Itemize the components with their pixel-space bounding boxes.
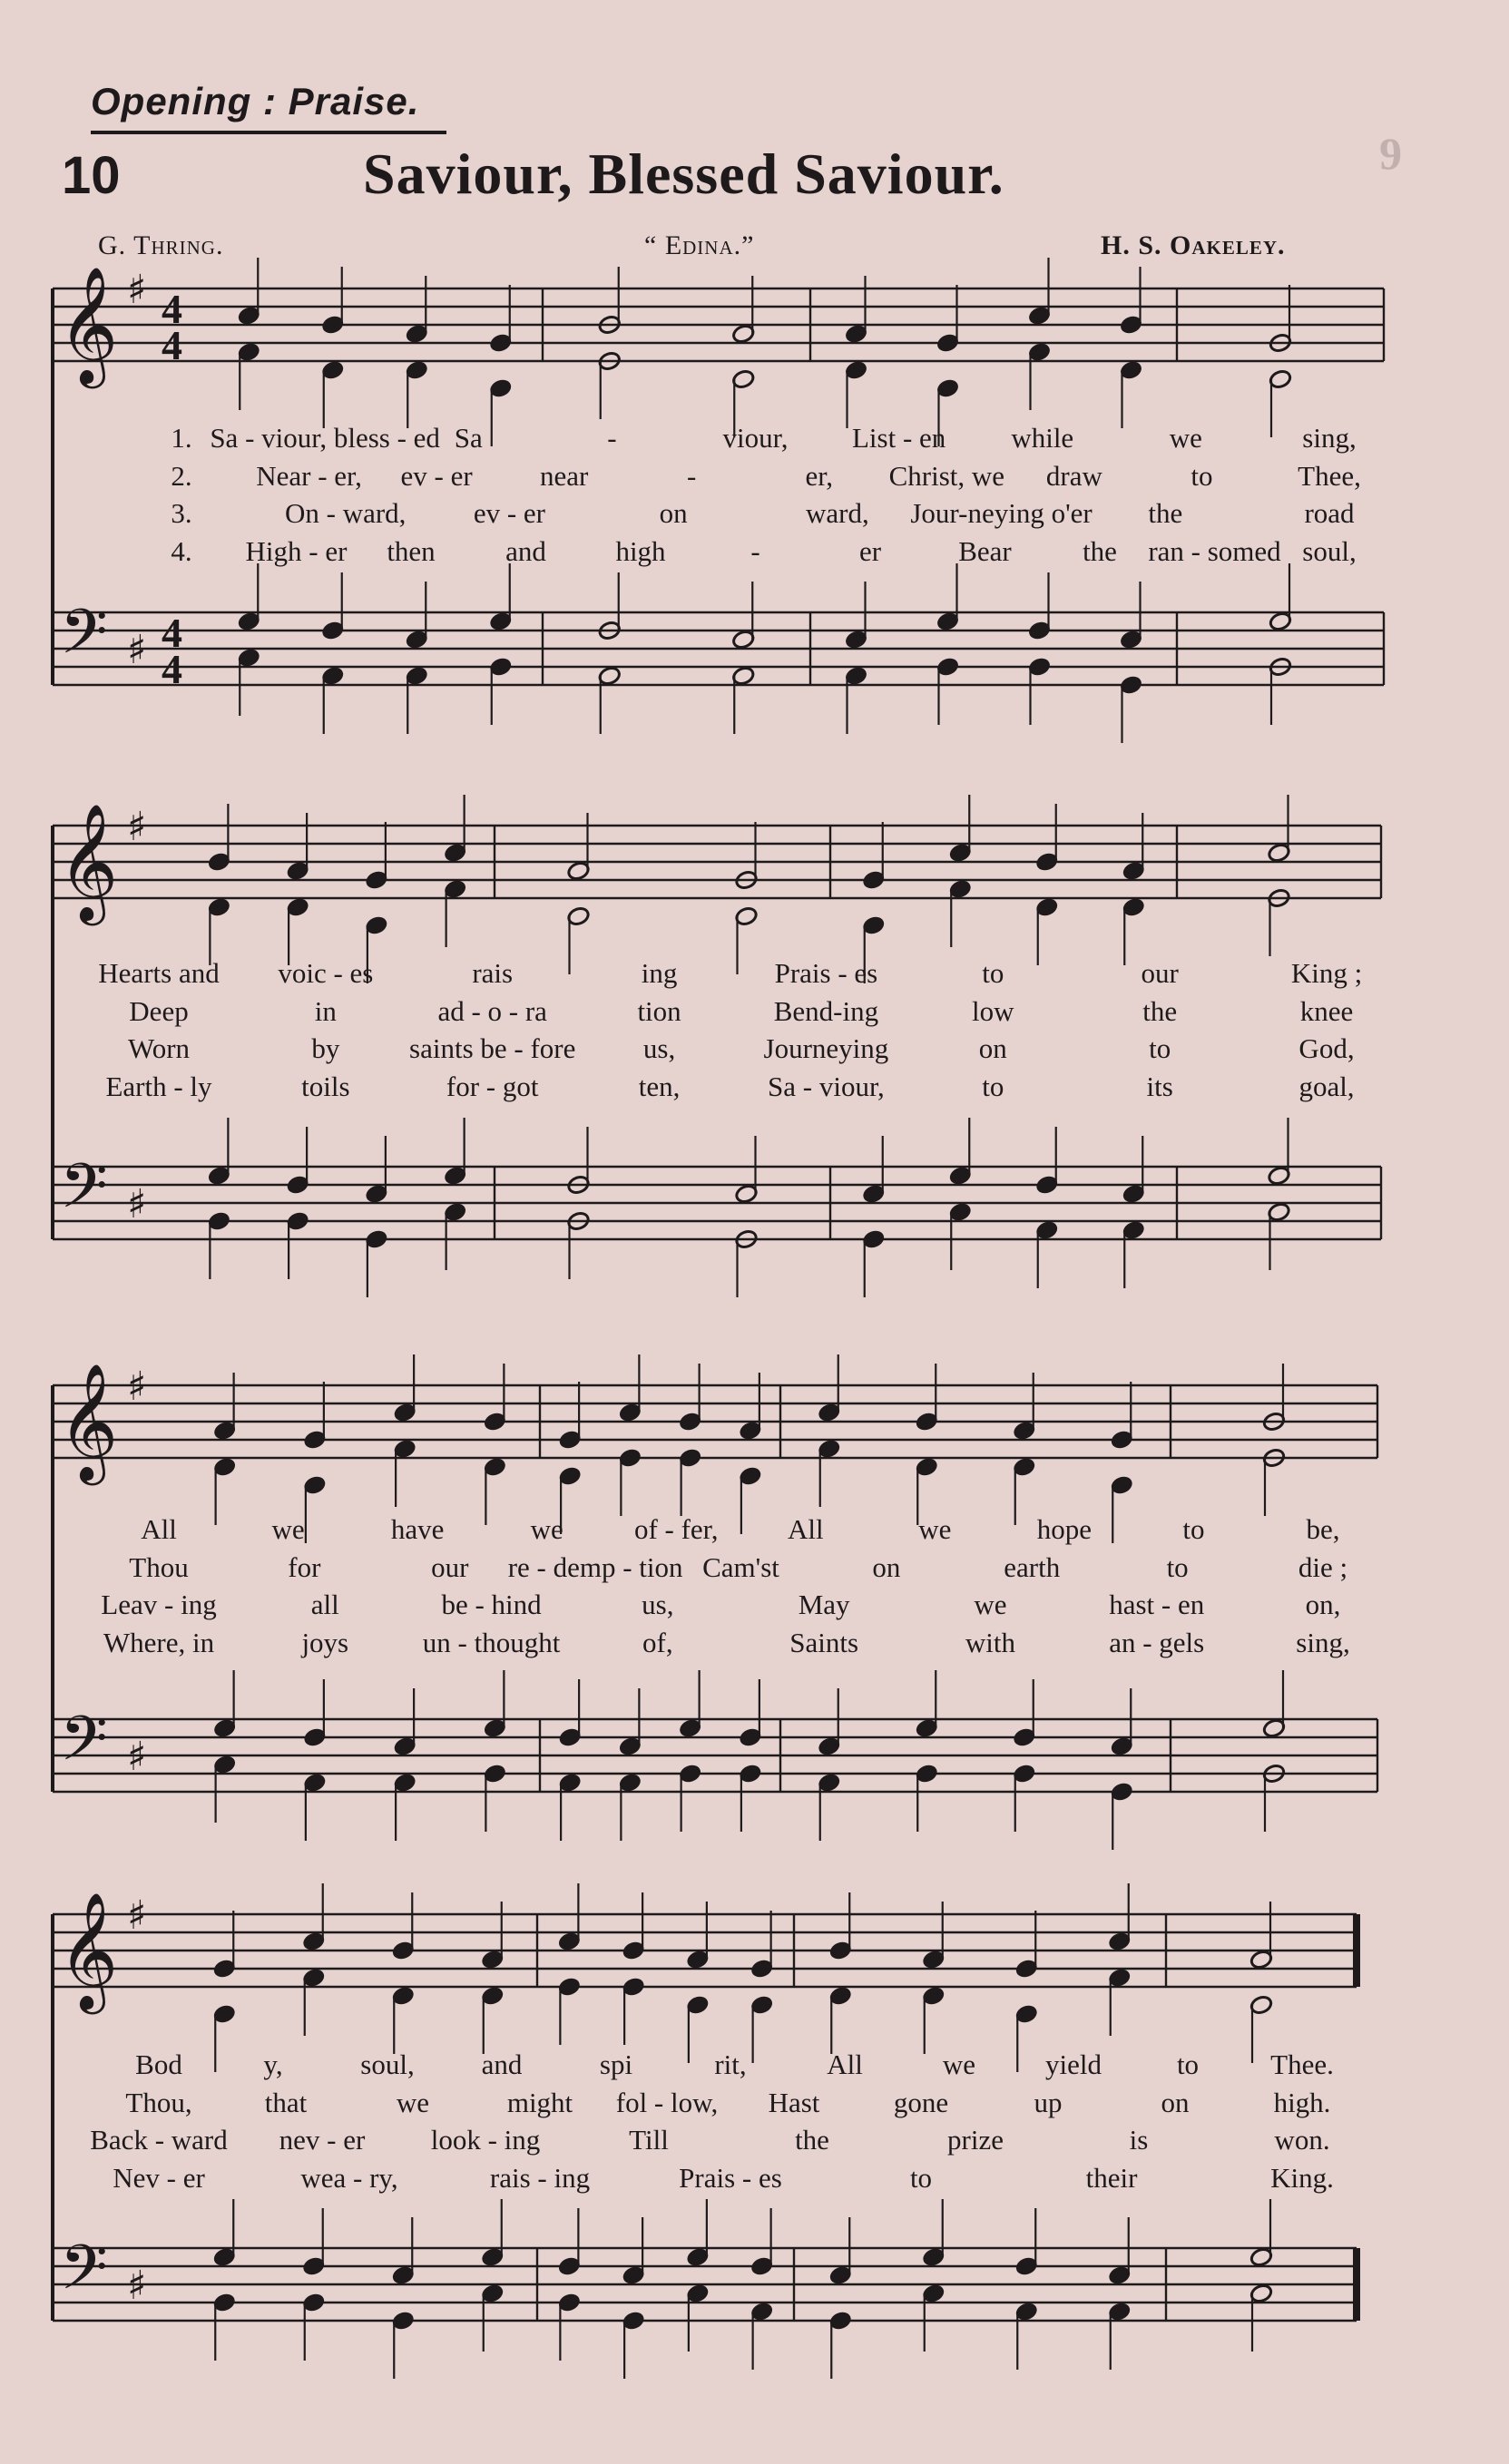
lyric-syllable: in: [314, 994, 337, 1027]
lyric-syllable: wea - ry,: [300, 2161, 398, 2194]
time-signature: 4: [162, 646, 182, 692]
lyric-syllable: ten,: [638, 1070, 681, 1102]
lyric-syllable: to: [909, 2161, 933, 2194]
lyric-syllable: on,: [1305, 1589, 1341, 1620]
verse-4-line-4: [0, 2162, 1509, 2196]
verse-4-line-3: [0, 1627, 1509, 1661]
key-signature-sharp: ♯: [127, 1181, 147, 1227]
lyric-syllable: ev - er: [400, 459, 473, 492]
lyric-syllable: -: [687, 459, 697, 492]
lyric-syllable: we: [1169, 422, 1202, 454]
lyric-syllable: to: [1176, 2048, 1200, 2080]
verse-1-line-4: [0, 2048, 1509, 2083]
lyric-syllable: -: [607, 422, 617, 454]
lyric-syllable: All: [827, 2048, 863, 2080]
lyric-syllable: us,: [642, 1032, 676, 1064]
verse-3-line-1: [0, 497, 1509, 532]
lyric-syllable: er: [858, 534, 882, 567]
lyric-syllable: the: [1142, 994, 1178, 1027]
lyric-syllable: Cam'st: [702, 1550, 779, 1583]
lyric-syllable: y,: [263, 2048, 283, 2080]
tune-name: “ Edina.”: [644, 230, 755, 260]
bass-clef: 𝄢: [60, 1704, 108, 1790]
lyric-syllable: hope: [1036, 1513, 1093, 1545]
lyric-syllable: the: [1083, 534, 1117, 567]
lyric-syllable: won.: [1274, 2124, 1330, 2156]
lyric-syllable: Prais - es: [679, 2161, 782, 2194]
lyric-syllable: knee: [1299, 994, 1354, 1027]
lyric-syllable: fol - low,: [615, 2086, 719, 2118]
lyric-syllable: for: [288, 1550, 321, 1583]
lyric-syllable: 4.: [171, 534, 192, 567]
bass-clef: 𝄢: [60, 1151, 108, 1237]
lyric-syllable: Nev - er: [113, 2161, 205, 2194]
lyric-syllable: nev - er: [279, 2124, 366, 2156]
verse-1-line-3: [0, 1513, 1509, 1548]
lyric-syllable: to: [1149, 1032, 1171, 1064]
lyric-syllable: -: [750, 534, 760, 567]
lyric-syllable: Christ, we: [888, 459, 1005, 492]
treble-clef: 𝄞: [58, 1892, 119, 2009]
lyric-syllable: with: [965, 1626, 1015, 1658]
lyric-syllable: us,: [642, 1589, 674, 1620]
lyric-syllable: toils: [301, 1070, 350, 1102]
lyric-syllable: gone: [893, 2086, 949, 2118]
lyric-syllable: High - er: [245, 534, 348, 567]
key-signature-sharp: ♯: [127, 267, 147, 313]
lyric-syllable: Journeying: [763, 1032, 889, 1064]
lyric-syllable: Thee.: [1270, 2048, 1334, 2080]
lyric-syllable: on: [872, 1550, 901, 1583]
verse-3-line-2: [0, 1032, 1509, 1067]
lyric-syllable: to: [1191, 459, 1213, 492]
lyric-syllable: their: [1085, 2161, 1138, 2194]
lyric-syllable: Till: [629, 2124, 669, 2156]
lyric-syllable: near: [539, 459, 589, 492]
lyric-syllable: its: [1146, 1070, 1173, 1102]
lyric-syllable: God,: [1298, 1032, 1355, 1064]
lyric-syllable: Jour-neying o'er: [910, 497, 1093, 529]
lyric-syllable: an - gels: [1109, 1626, 1205, 1658]
lyric-syllable: on: [1161, 2086, 1190, 2118]
lyric-syllable: we: [530, 1513, 563, 1545]
lyric-syllable: Deep: [129, 994, 189, 1027]
lyric-syllable: we: [396, 2086, 430, 2118]
verse-3-line-4: [0, 2124, 1509, 2158]
lyric-syllable: and: [505, 534, 546, 567]
page-number: 9: [1379, 128, 1402, 179]
verse-2-line-3: [0, 1551, 1509, 1586]
time-signature: 4: [162, 286, 182, 332]
lyric-syllable: Thou,: [125, 2086, 192, 2118]
verse-1-line-1: [0, 422, 1509, 456]
lyric-syllable: we: [942, 2048, 976, 2080]
lyric-syllable: voic - es: [278, 957, 374, 989]
lyric-syllable: ran - somed: [1148, 534, 1281, 567]
lyric-syllable: on: [659, 497, 688, 529]
key-signature-sharp: ♯: [127, 1734, 147, 1780]
lyric-syllable: earth: [1004, 1550, 1061, 1583]
lyric-syllable: rais: [472, 957, 514, 989]
lyric-syllable: Hast: [768, 2086, 820, 2118]
lyric-syllable: we: [918, 1513, 952, 1545]
treble-clef: 𝄞: [58, 266, 119, 384]
lyric-syllable: Where, in: [103, 1626, 215, 1658]
lyric-syllable: Bend-ing: [773, 994, 879, 1027]
lyric-syllable: Thee,: [1298, 459, 1361, 492]
lyric-syllable: our: [431, 1550, 469, 1583]
verse-4-line-1: [0, 535, 1509, 570]
lyric-syllable: Sa - viour, bless - ed: [210, 422, 440, 454]
key-signature-sharp: ♯: [127, 1892, 147, 1939]
lyric-syllable: on: [978, 1032, 1007, 1064]
treble-clef: 𝄞: [58, 1363, 119, 1481]
lyric-syllable: re - demp - tion: [507, 1550, 683, 1583]
lyric-syllable: Leav - ing: [101, 1589, 217, 1620]
lyric-syllable: and: [481, 2048, 523, 2080]
lyric-syllable: of,: [642, 1626, 673, 1658]
lyric-syllable: hast - en: [1109, 1589, 1205, 1620]
lyric-syllable: King ;: [1290, 957, 1363, 989]
lyric-syllable: yield: [1045, 2048, 1102, 2080]
section-label: Opening : Praise.: [91, 80, 420, 122]
key-signature-sharp: ♯: [127, 804, 147, 850]
lyric-syllable: Saints: [789, 1626, 859, 1658]
verse-2-line-2: [0, 995, 1509, 1030]
lyric-syllable: high: [615, 534, 666, 567]
lyric-syllable: all: [310, 1589, 339, 1620]
verse-2-line-4: [0, 2087, 1509, 2121]
lyric-syllable: up: [1034, 2086, 1063, 2118]
time-signature: 4: [162, 322, 182, 368]
lyric-syllable: look - ing: [430, 2124, 541, 2156]
lyric-syllable: by: [311, 1032, 340, 1064]
lyric-syllable: Thou: [129, 1550, 189, 1583]
lyric-syllable: to: [1166, 1550, 1189, 1583]
composer-credit: H. S. Oakeley.: [1101, 230, 1286, 260]
lyric-syllable: Sa: [454, 422, 483, 454]
lyric-syllable: to: [982, 1070, 1004, 1102]
lyric-syllable: King.: [1270, 2161, 1334, 2194]
lyric-syllable: road: [1304, 497, 1355, 529]
verse-4-line-2: [0, 1071, 1509, 1105]
lyric-syllable: All: [141, 1513, 177, 1545]
lyric-syllable: that: [264, 2086, 308, 2118]
lyric-syllable: while: [1011, 422, 1074, 454]
key-signature-sharp: ♯: [127, 1364, 147, 1410]
lyric-syllable: draw: [1045, 459, 1102, 492]
lyric-syllable: rit,: [714, 2048, 747, 2080]
lyric-syllable: for - got: [446, 1070, 539, 1102]
lyric-syllable: sing,: [1302, 422, 1357, 454]
lyric-syllable: rais - ing: [489, 2161, 591, 2194]
lyric-syllable: ward,: [805, 497, 869, 529]
lyric-syllable: tion: [637, 994, 681, 1027]
lyric-syllable: Worn: [127, 1032, 191, 1064]
lyric-syllable: Near - er,: [256, 459, 362, 492]
verse-3-line-3: [0, 1589, 1509, 1623]
lyric-syllable: the: [1148, 497, 1183, 529]
lyric-syllable: saints be - fore: [409, 1032, 576, 1064]
lyric-syllable: viour,: [722, 422, 789, 454]
lyric-syllable: Bear: [958, 534, 1012, 567]
lyric-syllable: Hearts and: [98, 957, 220, 989]
lyric-syllable: to: [982, 957, 1004, 989]
lyric-syllable: of - fer,: [633, 1513, 719, 1545]
lyric-syllable: Prais - es: [774, 957, 878, 989]
lyric-syllable: we: [271, 1513, 305, 1545]
lyric-syllable: 3.: [171, 497, 192, 529]
lyric-syllable: be,: [1306, 1513, 1340, 1545]
lyric-syllable: be - hind: [441, 1589, 542, 1620]
lyric-syllable: prize: [947, 2124, 1004, 2156]
lyric-syllable: May: [798, 1589, 850, 1620]
verse-1-line-2: [0, 957, 1509, 992]
lyric-syllable: Bod: [135, 2048, 182, 2080]
lyric-syllable: On - ward,: [284, 497, 407, 529]
lyric-syllable: might: [506, 2086, 573, 2118]
hymn-number: 10: [62, 146, 121, 205]
lyric-syllable: the: [795, 2124, 829, 2156]
lyric-syllable: Back - ward: [90, 2124, 228, 2156]
bass-clef: 𝄢: [60, 597, 108, 683]
verse-2-line-1: [0, 460, 1509, 494]
lyric-syllable: high.: [1273, 2086, 1331, 2118]
lyric-syllable: then: [387, 534, 436, 567]
lyric-syllable: have: [390, 1513, 445, 1545]
lyric-syllable: low: [972, 994, 1014, 1027]
lyric-syllable: we: [974, 1589, 1007, 1620]
time-signature: 4: [162, 610, 182, 656]
lyric-syllable: All: [787, 1513, 824, 1545]
hymn-title: Saviour, Blessed Saviour.: [363, 142, 1004, 206]
lyric-syllable: soul,: [1302, 534, 1357, 567]
lyric-syllable: ev - er: [473, 497, 546, 529]
lyric-syllable: is: [1129, 2124, 1149, 2156]
lyric-syllable: to: [1182, 1513, 1205, 1545]
lyric-syllable: un - thought: [422, 1626, 561, 1658]
lyric-syllable: ad - o - ra: [437, 994, 547, 1027]
lyric-syllable: er,: [805, 459, 834, 492]
lyric-syllable: die ;: [1298, 1550, 1348, 1583]
author-credit: G. Thring.: [98, 230, 224, 260]
lyric-syllable: soul,: [360, 2048, 415, 2080]
lyric-syllable: Sa - viour,: [768, 1070, 885, 1102]
lyric-syllable: sing,: [1296, 1626, 1350, 1658]
treble-clef: 𝄞: [58, 803, 119, 921]
key-signature-sharp: ♯: [127, 2263, 147, 2309]
lyric-syllable: goal,: [1298, 1070, 1355, 1102]
lyric-syllable: joys: [301, 1626, 349, 1658]
lyric-syllable: ing: [641, 957, 678, 989]
lyric-syllable: our: [1141, 957, 1179, 989]
lyric-syllable: Earth - ly: [105, 1070, 212, 1102]
lyric-syllable: List - en: [851, 422, 946, 454]
lyric-syllable: 1.: [171, 422, 192, 454]
lyric-syllable: 2.: [171, 459, 192, 492]
key-signature-sharp: ♯: [127, 627, 147, 673]
lyric-syllable: spi: [599, 2048, 633, 2080]
bass-clef: 𝄢: [60, 2233, 108, 2319]
